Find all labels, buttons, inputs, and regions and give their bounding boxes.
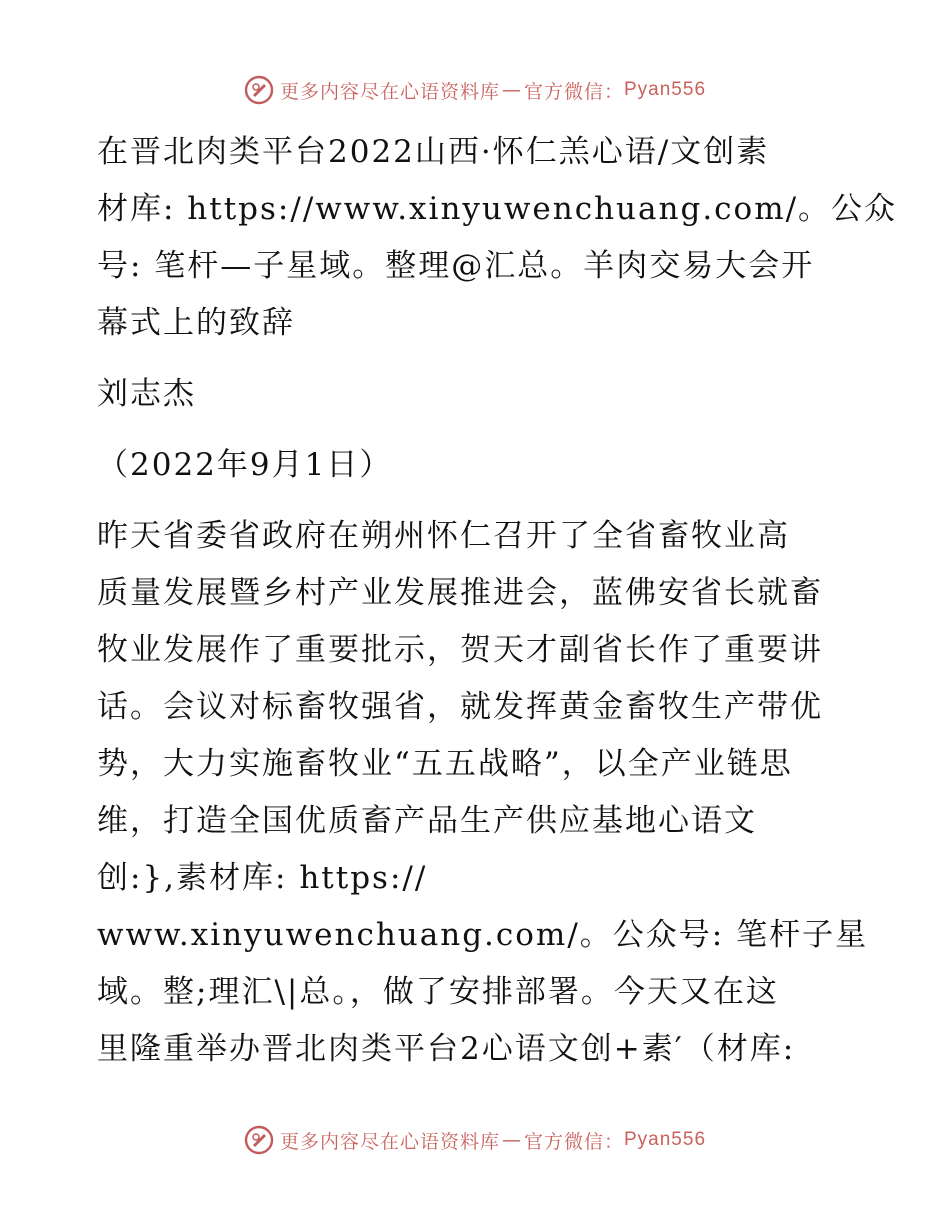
watermark-wechat-label: 官方微信：	[523, 80, 624, 103]
body-line: 维，打造全国优质畜产品生产供应基地心语文	[97, 803, 757, 839]
document-title	[97, 124, 898, 352]
body-line: 域。整;理汇\|总。，做了安排部署。今天又在这	[97, 974, 779, 1010]
seal-logo-icon	[244, 75, 274, 105]
title-line: 幕式上的致辞	[97, 305, 295, 341]
body-line: 势，大力实施畜牧业“五五战略”，以全产业链思	[97, 746, 793, 782]
body-line: 里隆重举办晋北肉类平台2心语文创+素′（材库:	[97, 1031, 796, 1067]
watermark-brand-text: 更多内容尽在心语资料库	[279, 80, 500, 103]
body-line: 创:},素材库: https://	[97, 860, 428, 896]
watermark-dash: —	[501, 79, 522, 101]
title-line: 在晋北肉类平台2022山西·怀仁羔心语/文创素	[97, 134, 770, 170]
seal-logo-icon	[244, 1125, 274, 1155]
title-line: 号: 笔杆—子星域。整理@汇总。羊肉交易大会开	[97, 248, 815, 284]
watermark-wechat-label: 官方微信：	[523, 1130, 624, 1153]
speech-date: （2022年9月1日）	[97, 447, 393, 483]
title-line: 材库: https://www.xinyuwenchuang.com/。公众	[97, 191, 898, 227]
speech-paragraph	[97, 508, 869, 1078]
author-name: 刘志杰	[97, 376, 196, 412]
footer-watermark	[0, 1120, 950, 1160]
watermark-brand-text: 更多内容尽在心语资料库	[279, 1130, 500, 1153]
document-body	[97, 124, 898, 1078]
body-line: 话。会议对标畜牧强省，就发挥黄金畜牧生产带优	[97, 689, 823, 725]
header-watermark	[0, 70, 950, 110]
watermark-wechat-id: Pyan556	[624, 79, 707, 100]
body-line: 昨天省委省政府在朔州怀仁召开了全省畜牧业高	[97, 518, 790, 554]
body-line: www.xinyuwenchuang.com/。公众号: 笔杆子星	[97, 917, 869, 953]
watermark-wechat-id: Pyan556	[624, 1129, 707, 1150]
body-line: 牧业发展作了重要批示，贺天才副省长作了重要讲	[97, 632, 823, 668]
watermark-dash: —	[501, 1129, 522, 1151]
body-line: 质量发展暨乡村产业发展推进会，蓝佛安省长就畜	[97, 575, 823, 611]
